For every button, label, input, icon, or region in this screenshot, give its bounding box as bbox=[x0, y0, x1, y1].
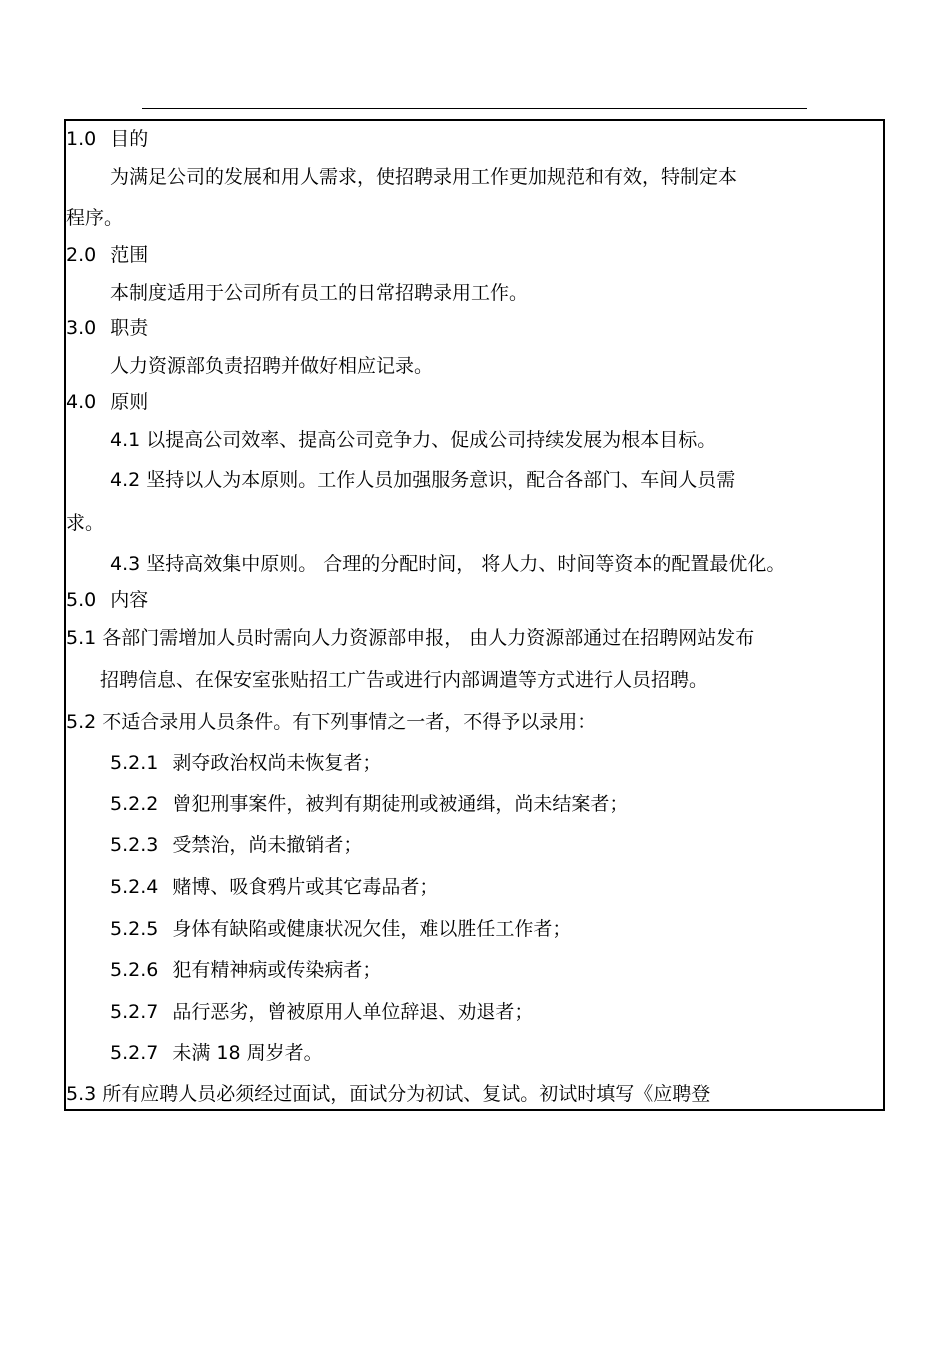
section-title: 职责 bbox=[110, 317, 149, 339]
section-number: 4.0 bbox=[66, 391, 97, 413]
list-item-text: 剥夺政治权尚未恢复者； bbox=[172, 752, 382, 774]
list-item-text: 品行恶劣，曾被原用人单位辞退、劝退者； bbox=[172, 1001, 534, 1023]
section-heading-responsibility bbox=[66, 316, 148, 340]
section-heading-scope bbox=[66, 243, 148, 267]
list-item-text: 未满 18 周岁者。 bbox=[172, 1042, 323, 1064]
section-number: 2.0 bbox=[66, 244, 97, 266]
section-number: 3.0 bbox=[66, 317, 97, 339]
list-item bbox=[110, 751, 381, 775]
clause-5-1-continuation: 招聘信息、在保安室张贴招工广告或进行内部调遣等方式进行人员招聘。 bbox=[100, 669, 709, 691]
paragraph-continuation: 求。 bbox=[66, 512, 105, 534]
list-item bbox=[110, 875, 438, 899]
paragraph-text: 本制度适用于公司所有员工的日常招聘录用工作。 bbox=[110, 282, 529, 304]
clause-5-2: 5.2 不适合录用人员条件。有下列事情之一者，不得予以录用： bbox=[66, 711, 597, 733]
section-number: 1.0 bbox=[66, 128, 97, 150]
section-title: 内容 bbox=[110, 589, 149, 611]
list-item bbox=[110, 958, 381, 982]
list-item-number: 5.2.3 bbox=[110, 834, 159, 856]
clause-5-1: 5.1 各部门需增加人员时需向人力资源部申报， 由人力资源部通过在招聘网站发布 bbox=[66, 627, 755, 649]
section-title: 范围 bbox=[110, 244, 149, 266]
list-item-text: 曾犯刑事案件，被判有期徒刑或被通缉，尚未结案者； bbox=[172, 793, 629, 815]
list-item-text: 身体有缺陷或健康状况欠佳，难以胜任工作者； bbox=[172, 918, 572, 940]
section-number: 5.0 bbox=[66, 589, 97, 611]
paragraph-continuation: 程序。 bbox=[66, 207, 124, 229]
header-rule bbox=[142, 108, 807, 109]
paragraph-text: 为满足公司的发展和用人需求，使招聘录用工作更加规范和有效，特制定本 bbox=[110, 166, 738, 188]
list-item-number: 5.2.1 bbox=[110, 752, 159, 774]
section-heading-principles bbox=[66, 390, 148, 414]
list-item-text: 赌博、吸食鸦片或其它毒品者； bbox=[172, 876, 439, 898]
list-item-number: 5.2.6 bbox=[110, 959, 159, 981]
clause-5-3: 5.3 所有应聘人员必须经过面试，面试分为初试、复试。初试时填写《应聘登 bbox=[66, 1083, 711, 1105]
list-item-number: 5.2.2 bbox=[110, 793, 159, 815]
list-item-number: 5.2.4 bbox=[110, 876, 159, 898]
list-item-text: 犯有精神病或传染病者； bbox=[172, 959, 382, 981]
list-item-number: 5.2.7 bbox=[110, 1001, 159, 1023]
list-item bbox=[110, 917, 571, 941]
principle-4-3: 4.3 坚持高效集中原则。 合理的分配时间， 将人力、时间等资本的配置最优化。 bbox=[110, 553, 786, 575]
principle-4-1: 4.1 以提高公司效率、提高公司竞争力、促成公司持续发展为根本目标。 bbox=[110, 429, 717, 451]
list-item bbox=[110, 1041, 323, 1065]
list-item bbox=[110, 792, 628, 816]
list-item bbox=[110, 833, 362, 857]
list-item bbox=[110, 1000, 533, 1024]
section-heading-purpose bbox=[66, 127, 148, 151]
section-title: 目的 bbox=[110, 128, 149, 150]
list-item-text: 受禁治，尚未撤销者； bbox=[172, 834, 363, 856]
section-title: 原则 bbox=[110, 391, 149, 413]
list-item-number: 5.2.5 bbox=[110, 918, 159, 940]
section-heading-content bbox=[66, 588, 148, 612]
principle-4-2: 4.2 坚持以人为本原则。工作人员加强服务意识，配合各部门、车间人员需 bbox=[110, 469, 736, 491]
list-item-number: 5.2.7 bbox=[110, 1042, 159, 1064]
paragraph-text: 人力资源部负责招聘并做好相应记录。 bbox=[110, 355, 434, 377]
